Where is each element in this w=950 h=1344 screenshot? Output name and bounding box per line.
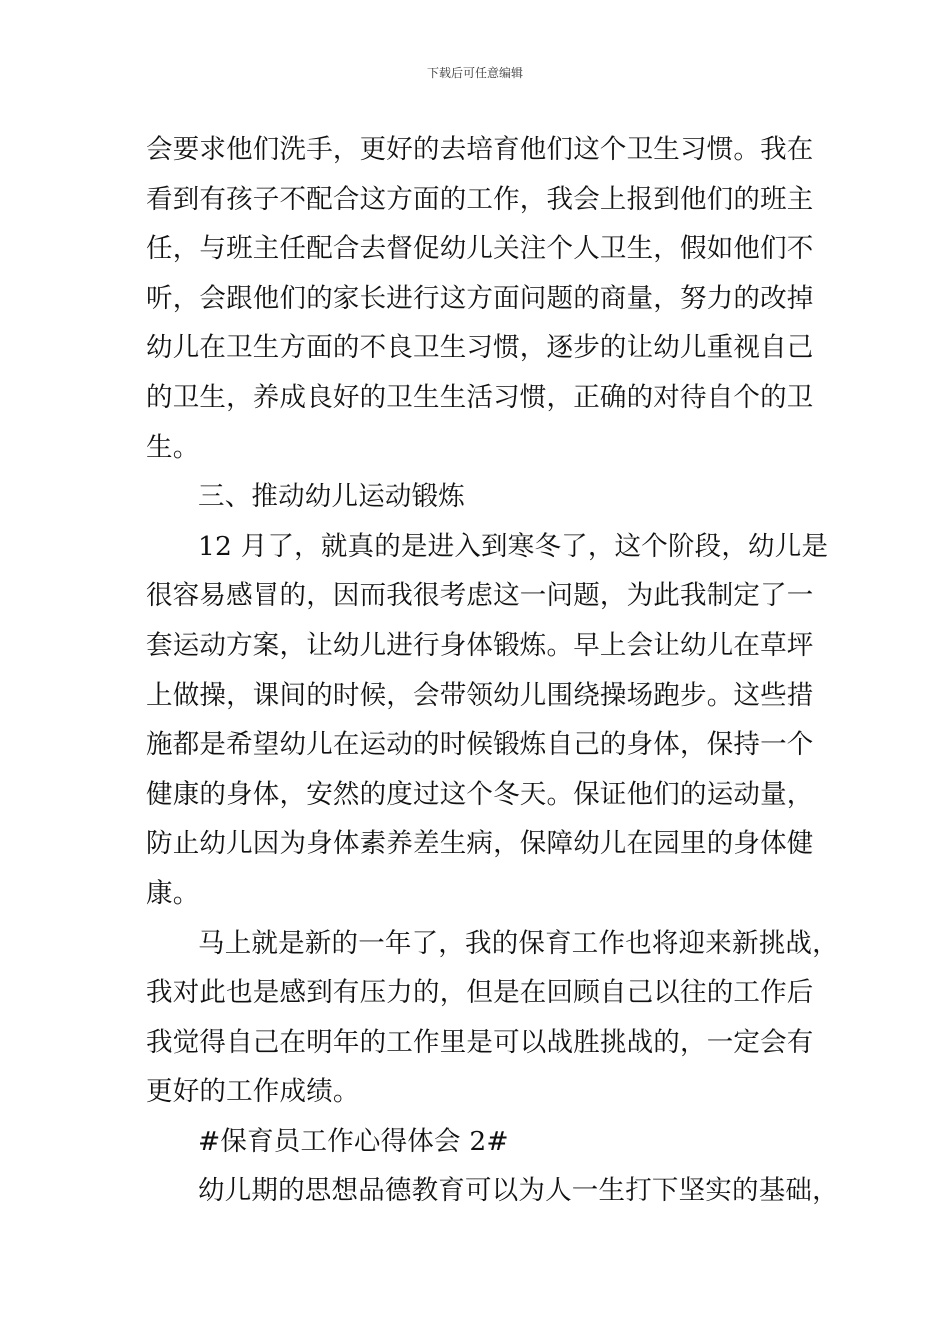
section-heading: 三、推动幼儿运动锻炼 [198,481,465,513]
text-line: 听，会跟他们的家长进行这方面问题的商量，努力的改掉 [146,282,814,314]
text-line: 任，与班主任配合去督促幼儿关注个人卫生，假如他们不 [146,233,814,265]
text-line: 套运动方案，让幼儿进行身体锻炼。早上会让幼儿在草坪 [146,629,814,661]
text-line: 很容易感冒的，因而我很考虑这一问题，为此我制定了一 [146,580,814,612]
text-line: 幼儿在卫生方面的不良卫生习惯，逐步的让幼儿重视自己 [146,332,814,364]
text-line: 12 月了，就真的是进入到寒冬了，这个阶段，幼儿是 [198,530,829,562]
document-body [146,125,839,1216]
text-line: 的卫生，养成良好的卫生生活习惯，正确的对待自个的卫 [146,381,814,413]
text-line: 更好的工作成绩。 [146,1076,360,1108]
text-line: 幼儿期的思想品德教育可以为人一生打下坚实的基础， [198,1175,839,1207]
section-heading: #保育员工作心得体会 2# [198,1125,509,1157]
text-line: 我觉得自己在明年的工作里是可以战胜挑战的，一定会有 [146,1026,814,1058]
text-line: 施都是希望幼儿在运动的时候锻炼自己的身体，保持一个 [146,729,814,761]
text-line: 上做操，课间的时候，会带领幼儿围绕操场跑步。这些措 [146,679,814,711]
text-line: 看到有孩子不配合这方面的工作，我会上报到他们的班主 [146,183,814,215]
text-line: 生。 [146,431,200,463]
text-line: 健康的身体，安然的度过这个冬天。保证他们的运动量， [146,778,814,810]
text-line: 我对此也是感到有压力的，但是在回顾自己以往的工作后 [146,977,814,1009]
download-edit-note: 下载后可任意编辑 [426,66,523,80]
text-line: 马上就是新的一年了，我的保育工作也将迎来新挑战， [198,927,839,959]
text-line: 会要求他们洗手，更好的去培育他们这个卫生习惯。我在 [146,134,814,165]
text-line: 防止幼儿因为身体素养差生病，保障幼儿在园里的身体健 [146,828,814,860]
text-line: 康。 [146,877,200,909]
